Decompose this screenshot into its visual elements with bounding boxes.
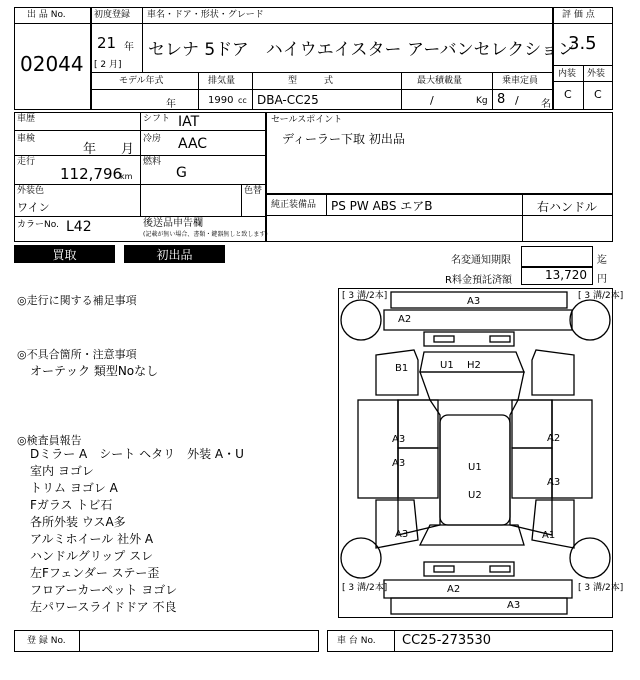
color-change-label: 色替 [244,186,263,196]
inspection-month-unit: 月 [121,142,135,157]
windshield [420,525,524,545]
reg-no-label: 登 録 No. [27,636,66,646]
inspector-line: フロアーカーペット ヨゴレ [30,583,178,597]
handle: 右ハンドル [537,200,598,214]
docs-label: 後送品申告欄 [143,218,203,229]
running-label: ◎走行に関する補足事項 [17,294,137,307]
interior-grade: C [564,88,572,101]
right-pillar [510,400,552,535]
tire-front-left [341,538,381,578]
left-front-fender [376,500,418,548]
displacement-label: 排気量 [208,76,236,86]
mark-rear-bumper: A3 [467,296,481,307]
first-reg-month: [ 2 月] [94,60,122,70]
rear-glass [420,372,524,400]
inspector-line: Fガラス トビ石 [30,498,113,512]
shift: IAT [178,114,200,130]
mark-left-rear: A3 [392,434,406,445]
shift-label: シフト [143,114,171,124]
mark-roof-u2: U2 [468,490,482,501]
capacity-label: 乗車定員 [502,76,539,86]
tire-bottom-right-label: [ 3 溝/2本] [578,583,624,593]
chassis-no: CC25-273530 [402,633,492,648]
right-door-rear [512,400,552,448]
color: ワイン [17,201,50,214]
mark-b1: B1 [395,363,409,374]
history-label: 車歴 [17,114,36,124]
reg-no-divider [79,630,80,652]
inspector-line: 室内 ヨゴレ [30,464,94,478]
sales-point: ディーラー下取 初出品 [282,132,405,146]
inspector-line: トリム ヨゴレ A [30,481,118,495]
mark-right-rear: A2 [547,433,561,444]
max-load: / [430,94,434,107]
left-side-rear [358,400,398,498]
inspector-line: Dミラー A シート ヘタリ 外装 A・U [30,447,244,461]
hood-outline [384,580,572,598]
capacity-unit: 名 [541,99,551,110]
front-bumper-outline [391,598,567,614]
recycle-unit: 円 [597,274,607,285]
mileage-label: 走行 [17,157,36,167]
inspector-line: 左Fフェンダー ステー歪 [30,566,160,580]
tire-rear-left [341,300,381,340]
car-name-label: 車名・ドア・形状・グレード [147,10,264,20]
right-rear-quarter [532,350,574,395]
front-grille-outline [424,562,514,576]
mileage: 112,796 [60,165,123,183]
inspection-year-unit: 年 [83,142,97,157]
tire-front-right [570,538,610,578]
inspector-line: 左パワースライドドア 不良 [30,600,177,614]
exterior-grade: C [594,88,602,101]
inspector-line: ハンドルグリップ スレ [30,549,154,563]
first-reg-year-unit: 年 [124,42,134,53]
max-load-label: 最大積載量 [417,76,463,86]
inspector-line: 各所外装 ウスA多 [30,515,126,529]
displacement-unit: cc [238,96,247,105]
model-label: 型 式 [288,76,334,86]
right-door-front [512,448,552,498]
interior-label: 内装 [558,69,577,79]
chassis-label: 車 台 No. [337,636,376,646]
mark-roof-u1: U1 [468,462,482,473]
sales-point-label: セールスポイント [271,115,343,125]
recycle-label: R料金預託済額 [445,275,512,286]
displacement: 1990 [208,95,234,106]
lot-number-label: 出 品 No. [27,10,66,20]
tire-top-right-label: [ 3 溝/2本] [578,291,624,301]
tire-rear-right [570,300,610,340]
rear-gate-outline [384,310,572,330]
equipment: PS PW ABS エアB [331,199,433,213]
mark-left-mid: A3 [392,458,406,469]
first-reg-year: 21 [97,34,117,52]
fuel-label: 燃料 [143,157,162,167]
inspector-label: ◎検査員報告 [17,434,82,447]
defects-label: ◎不具合箇所・注意事項 [17,348,137,361]
mark-left-front: A3 [395,529,409,540]
tire-top-left-label: [ 3 溝/2本] [342,291,388,301]
mark-front-bumper: A3 [507,600,521,611]
color-no-label: カラーNo. [17,220,59,230]
lot-number: 02044 [20,52,84,76]
car-name: セレナ 5ドア ハイウエイスター アーバンセレクション [148,40,575,60]
mileage-unit: km [120,172,133,181]
capacity-sep: / [515,94,519,107]
model-year-label: モデル年式 [119,76,164,86]
score: 3.5 [568,33,597,54]
color-no: L42 [66,219,92,235]
color-label: 外装色 [17,186,45,196]
mark-h2: H2 [467,360,481,371]
purchase-tag: 買取 [14,245,115,263]
inspection-label: 車検 [17,134,36,144]
ac-label: 冷房 [143,134,162,144]
ac: AAC [178,136,208,152]
tire-bottom-left-label: [ 3 溝/2本] [342,583,388,593]
fuel: G [176,165,187,181]
score-label: 評 価 点 [562,10,595,20]
left-door-front [398,448,438,498]
docs-note: (記載が無い場合、書類・鍵器無しと致します) [143,231,268,238]
chassis-divider [394,630,395,652]
equipment-label: 純正装備品 [271,200,317,210]
title-change-label: 名変通知期限 [451,255,511,266]
first-listing-tag: 初出品 [124,245,225,263]
mark-right-mid: A3 [547,477,561,488]
mark-right-front: A1 [542,530,556,541]
rear-window-outline [424,332,514,346]
model-year-unit: 年 [166,99,176,110]
mark-u1-top: U1 [440,360,454,371]
exterior-label: 外装 [587,69,606,79]
first-reg-label: 初度登録 [94,10,131,20]
max-load-unit: Kg [476,96,488,106]
title-change-unit: 迄 [597,255,607,266]
inspector-line: アルミホイール 社外 A [30,532,154,546]
defects-text: オーテック 類型Noなし [30,364,159,378]
mark-rear-gate: A2 [398,314,412,325]
capacity: 8 [497,92,506,107]
model-code: DBA-CC25 [257,93,319,107]
mark-front-hood: A2 [447,584,461,595]
recycle-value: 13,720 [545,268,587,282]
